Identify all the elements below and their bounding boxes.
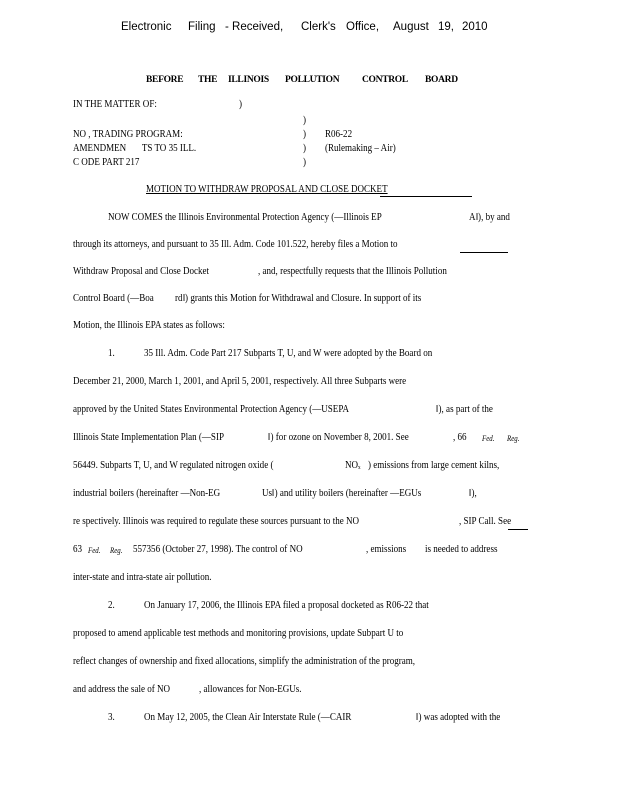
caption-control: CONTROL [362,75,408,85]
docket-number: R06-22 [325,129,353,140]
motion-title: MOTION TO WITHDRAW PROPOSAL AND CLOSE DOCKET [146,184,388,195]
rulemaking-type: (Rulemaking – Air) [325,143,396,154]
paren: ) [303,129,307,140]
paren: ) [303,143,307,154]
p1-line-3a: approved by the United States Environmental Protection Agency (―USEPA [73,404,350,415]
see-underline [508,529,528,530]
header-day: 19, [438,21,454,33]
p1-line-5c: x [358,465,361,471]
intro-line-4a: Control Board (―Boa [73,293,154,304]
paren: ) [303,157,307,168]
paren: ) [303,115,307,126]
p1-line-6c: ‖), [469,488,477,499]
paren-close: ) [239,99,243,110]
matter-line-1: NO , TRADING PROGRAM: [73,129,183,140]
nox-text [345,460,361,471]
p1-line-1: 35 Ill. Adm. Code Part 217 Subparts T, U, and W were adopted by the Board on [144,348,433,359]
header-received: - Received, [225,21,284,33]
p2-line-1: On January 17, 2006, the Illinois EPA filed a proposal docketed as R06-22 that [144,600,429,611]
header-clerks: Clerk's [301,21,336,33]
p1-line-4c: , 66 [453,432,467,443]
matter-line-2: AMENDMEN TS TO 35 ILL. [73,143,197,154]
p3-line-1a: On May 12, 2005, the Clean Air Interstate Rule (―CAIR [144,712,352,723]
matter-line-3: C ODE PART 217 [73,157,140,168]
p2-line-4b: , allowances for Non-EGUs. [199,684,302,695]
blank-underline [460,252,508,253]
caption-the: THE [198,75,218,85]
p1-line-8c: Reg. [110,546,123,555]
p1-line-8b: Fed. [88,546,101,555]
p2-number: 2. [108,600,115,611]
p2-line-3: reflect changes of ownership and fixed allocations, simplify the administration of the program, [73,656,416,667]
p1-line-3b: ‖), as part of the [436,404,493,415]
p1-line-4a: Illinois State Implementation Plan (―SIP [73,432,224,443]
title-underline-extension [380,196,472,197]
intro-line-3b: , and, respectfully requests that the Illinois Pollution [258,266,447,277]
p1-line-7a: re spectively. Illinois was required to regulate these sources pursuant to the NO [73,516,360,527]
p1-number: 1. [108,348,115,359]
p1-line-5b: NO [345,460,359,471]
p1-line-4b: ‖) for ozone on November 8, 2001. See [268,432,409,443]
p1-line-6a: industrial boilers (hereinafter ―Non-EG [73,488,221,499]
caption-before: BEFORE [146,75,184,85]
header-filing: Filing [188,21,216,33]
header-office: Office, [346,21,380,33]
p1-line-2: December 21, 2000, March 1, 2001, and April 5, 2001, respectively. All three Subparts were [73,376,407,387]
p2-line-4a: and address the sale of NO [73,684,171,695]
p1-line-8d: 557356 (October 27, 1998). The control of NO [133,544,303,555]
header-month: August [393,21,429,33]
p1-line-4d: Fed. [482,434,495,443]
caption-pollution: POLLUTION [285,75,340,85]
p3-number: 3. [108,712,115,723]
header-year: 2010 [462,21,488,33]
intro-line-4b: rd‖) grants this Motion for Withdrawal and Closure. In support of its [175,293,422,304]
caption-illinois: ILLINOIS [228,75,269,85]
intro-line-2: through its attorneys, and pursuant to 35 Ill. Adm. Code 101.522, hereby files a Motion to [73,239,398,250]
p1-line-9: inter-state and intra-state air pollution. [73,572,212,583]
p1-line-8a: 63 [73,544,83,555]
in-the-matter: IN THE MATTER OF: [73,99,157,110]
p2-line-2: proposed to amend applicable test methods and monitoring provisions, update Subpart U to [73,628,404,639]
p1-line-6b: Us‖) and utility boilers (hereinafter ―EGUs [262,488,422,499]
intro-line-3a: Withdraw Proposal and Close Docket [73,266,210,277]
p1-line-7b: , SIP Call. See [459,516,512,527]
intro-line-1b: A‖), by and [469,212,510,223]
header-electronic: Electronic [121,21,172,33]
p3-line-1b: ‖) was adopted with the [416,712,501,723]
p1-line-4e: Reg. [507,434,520,443]
intro-line-5: Motion, the Illinois EPA states as follows: [73,320,225,331]
caption-board: BOARD [425,75,458,85]
p1-line-5d: ) emissions from large cement kilns, [368,460,500,471]
p1-line-8e: , emissions [366,544,407,555]
p1-line-8f: is needed to address [425,544,498,555]
intro-line-1a: NOW COMES the Illinois Environmental Protection Agency (―Illinois EP [108,212,382,223]
p1-line-5a: 56449. Subparts T, U, and W regulated nitrogen oxide ( [73,460,274,471]
